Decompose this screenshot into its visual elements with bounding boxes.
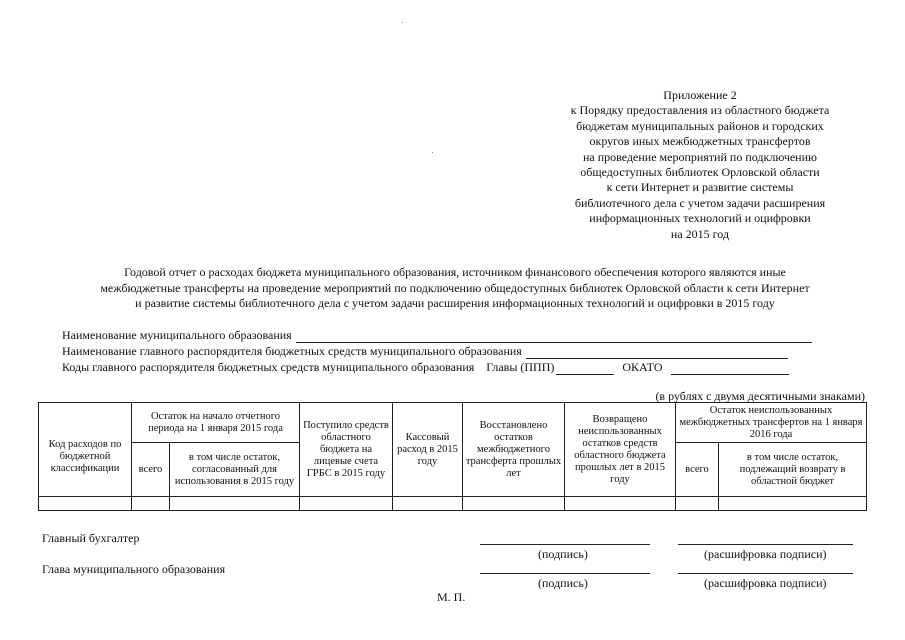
appendix-line: к Порядку предоставления из областного бюджета: [570, 103, 830, 118]
codes-row: [62, 359, 852, 375]
header-end-balance: Остаток неиспользованных межбюджетных трансфертов на 1 января 2016 года: [676, 403, 867, 443]
table-cell[interactable]: [132, 497, 170, 511]
manager-row: [62, 343, 852, 359]
appendix-line: на 2015 год: [670, 226, 730, 241]
stamp-label: М. П.: [437, 590, 466, 604]
table-cell[interactable]: [463, 497, 565, 511]
table-cell[interactable]: [565, 497, 676, 511]
appendix-line: общедоступных библиотек Орловской области: [580, 165, 820, 180]
municipality-label: Наименование муниципального образования: [62, 328, 292, 342]
head-label: Глава муниципального образования: [42, 562, 226, 576]
table-cell[interactable]: [393, 497, 463, 511]
report-title: [55, 265, 855, 312]
table-cell[interactable]: [300, 497, 393, 511]
table-cell[interactable]: [676, 497, 719, 511]
head-signature-line[interactable]: [480, 573, 650, 574]
header-start-balance: Остаток на начало отчетного периода на 1 января 2015 года: [132, 403, 300, 443]
okato-field[interactable]: [671, 362, 789, 375]
table-cell[interactable]: [39, 497, 132, 511]
header-restored: Восстановлено остатков межбюджетного трансферта прошлых лет: [463, 403, 565, 497]
accountant-decoding-line[interactable]: [678, 544, 853, 545]
appendix-line: информационных технологий и оцифровки: [589, 211, 811, 226]
manager-label: Наименование главного распорядителя бюджетных средств муниципального образования: [62, 344, 522, 358]
manager-field[interactable]: [526, 346, 788, 359]
scan-speck: [432, 152, 433, 153]
accountant-signature-line[interactable]: [480, 544, 650, 545]
table-cell[interactable]: [170, 497, 300, 511]
header-agreed-use: в том числе остаток, согласованный для использования в 2015 году: [170, 443, 300, 497]
glavy-label: Главы (ППП): [486, 360, 555, 374]
header-to-return: в том числе остаток, подлежащий возврату в областной бюджет: [719, 443, 867, 497]
glavy-field[interactable]: [556, 362, 614, 375]
table-row: [39, 497, 867, 511]
report-title-line: межбюджетные трансферты на проведение мероприятий по подключению общедоступных библиотек Орловской области к сети Интернет: [100, 280, 810, 295]
appendix-line: округов иных межбюджетных трансфертов: [589, 134, 811, 149]
appendix-line: Приложение 2: [663, 88, 737, 102]
appendix-line: к сети Интернет и развитие системы: [606, 180, 794, 195]
head-signature-caption: (подпись): [538, 576, 588, 590]
report-table: [38, 402, 867, 511]
appendix-line: на проведение мероприятий по подключению: [582, 149, 817, 164]
header-cash: Кассовый расход в 2015 году: [393, 403, 463, 497]
accountant-decoding-caption: (расшифровка подписи): [704, 547, 827, 561]
scan-speck: [402, 22, 403, 23]
appendix-line: бюджетам муниципальных районов и городских: [576, 118, 824, 133]
accountant-signature-caption: (подпись): [538, 547, 588, 561]
okato-label: ОКАТО: [622, 360, 663, 374]
table-cell[interactable]: [719, 497, 867, 511]
header-total-2: всего: [676, 443, 719, 497]
table-header-row: [39, 403, 867, 443]
header-received: Поступило средств областного бюджета на лицевые счета ГРБС в 2015 году: [300, 403, 393, 497]
municipality-row: [62, 327, 852, 343]
head-decoding-caption: (расшифровка подписи): [704, 576, 827, 590]
municipality-field[interactable]: [296, 330, 812, 343]
header-total-1: всего: [132, 443, 170, 497]
header-returned: Возвращено неиспользованных остатков средств областного бюджета прошлых лет в 2015 году: [565, 403, 676, 497]
report-title-line: и развитие системы библиотечного дела с учетом задачи расширения информационных технологий и оцифровки в 2015 году: [135, 296, 775, 310]
header-fields: [62, 327, 852, 375]
header-code: Код расходов по бюджетной классификации: [39, 403, 132, 497]
codes-label: Коды главного распорядителя бюджетных средств муниципального образования: [62, 360, 475, 374]
appendix-header: [540, 88, 860, 242]
appendix-line: библиотечного дела с учетом задачи расширения: [574, 195, 826, 210]
head-decoding-line[interactable]: [678, 573, 853, 574]
report-title-line: Годовой отчет о расходах бюджета муниципального образования, источником финансового обеспечения которого являются иные: [124, 265, 786, 279]
accountant-label: Главный бухгалтер: [42, 531, 140, 545]
units-note: (в рублях с двумя десятичными знаками): [655, 389, 865, 403]
